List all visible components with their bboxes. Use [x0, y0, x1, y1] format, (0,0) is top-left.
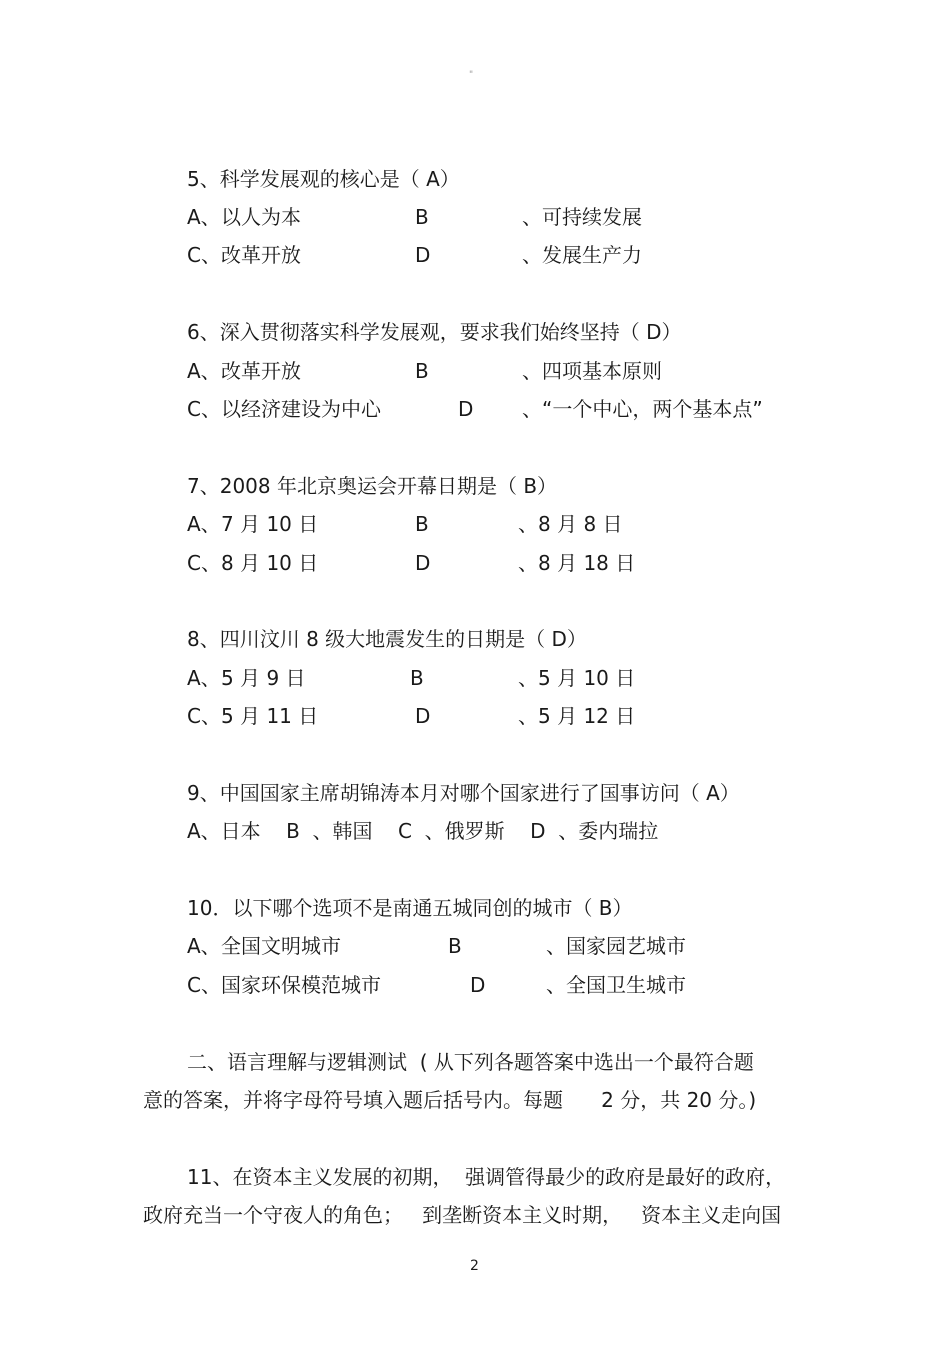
q6-option-c-text: 以经济建设为中心 [221, 397, 381, 421]
q10-option-c-letter: C、 [187, 973, 221, 997]
q7-option-b-text: 、8 月 8 日 [518, 512, 623, 536]
q7-option-a-text: 7 月 10 日 [221, 512, 319, 536]
question-5-stem: 5、科学发展观的核心是（ A） [187, 167, 460, 191]
question-10-stem: 10．以下哪个选项不是南通五城同创的城市（ B） [187, 896, 633, 920]
q6-option-d-text: 、“一个中心，两个基本点” [522, 397, 763, 421]
q5-option-d-letter: D [415, 243, 431, 267]
q6-option-d-letter: D [458, 397, 474, 421]
q8-option-b-text: 、5 月 10 日 [518, 666, 636, 690]
q8-option-c-text: 5 月 11 日 [221, 704, 319, 728]
q5-option-b-letter: B [415, 205, 429, 229]
q8-option-b-letter: B [410, 666, 424, 690]
q7-option-d-text: 、8 月 18 日 [518, 551, 636, 575]
question-8-stem: 8、四川汶川 8 级大地震发生的日期是（ D） [187, 627, 587, 651]
q8-option-c-letter: C、 [187, 704, 221, 728]
q7-option-a-letter: A、 [187, 512, 221, 536]
q5-option-c-text: 改革开放 [221, 243, 301, 267]
q7-option-b-letter: B [415, 512, 429, 536]
q10-option-a-text: 全国文明城市 [221, 934, 341, 958]
q10-option-b-text: 、国家园艺城市 [546, 934, 686, 958]
q8-option-d-text: 、5 月 12 日 [518, 704, 636, 728]
q6-option-a-letter: A、 [187, 359, 221, 383]
q6-option-b-text: 、四项基本原则 [522, 359, 662, 383]
q10-option-c-text: 国家环保模范城市 [221, 973, 381, 997]
question-11-line-1: 11、在资本主义发展的初期， 强调管得最少的政府是最好的政府， [187, 1165, 786, 1189]
q5-option-a-text: 以人为本 [221, 205, 301, 229]
q10-option-b-letter: B [448, 934, 462, 958]
header-mark: " [469, 70, 474, 80]
question-11-line-2: 政府充当一个守夜人的角色； 到垄断资本主义时期， 资本主义走向国 [143, 1203, 782, 1227]
q6-option-c-letter: C、 [187, 397, 221, 421]
section-2-heading-line-2: 意的答案，并将字母符号填入题后括号内。每题 2 分，共 20 分。) [143, 1088, 757, 1112]
q5-option-d-text: 、发展生产力 [522, 243, 642, 267]
q6-option-b-letter: B [415, 359, 429, 383]
section-2-heading-line-1: 二、语言理解与逻辑测试 ( 从下列各题答案中选出一个最符合题 [187, 1050, 754, 1074]
q7-option-c-letter: C、 [187, 551, 221, 575]
question-7-stem: 7、2008 年北京奥运会开幕日期是（ B） [187, 474, 558, 498]
page-number: 2 [470, 1258, 479, 1274]
question-6-stem: 6、深入贯彻落实科学发展观，要求我们始终坚持（ D） [187, 320, 682, 344]
q7-option-d-letter: D [415, 551, 431, 575]
q7-option-c-text: 8 月 10 日 [221, 551, 319, 575]
q6-option-a-text: 改革开放 [221, 359, 301, 383]
q10-option-d-text: 、全国卫生城市 [546, 973, 686, 997]
q8-option-a-text: 5 月 9 日 [221, 666, 306, 690]
q8-option-d-letter: D [415, 704, 431, 728]
q5-option-c-letter: C、 [187, 243, 221, 267]
q10-option-a-letter: A、 [187, 934, 221, 958]
q9-inline-options: A、日本 B 、韩国 C 、俄罗斯 D 、委内瑞拉 [187, 819, 659, 843]
question-9-stem: 9、中国国家主席胡锦涛本月对哪个国家进行了国事访问（ A） [187, 781, 740, 805]
q10-option-d-letter: D [470, 973, 486, 997]
q8-option-a-letter: A、 [187, 666, 221, 690]
q5-option-a-letter: A、 [187, 205, 221, 229]
q5-option-b-text: 、可持续发展 [522, 205, 642, 229]
